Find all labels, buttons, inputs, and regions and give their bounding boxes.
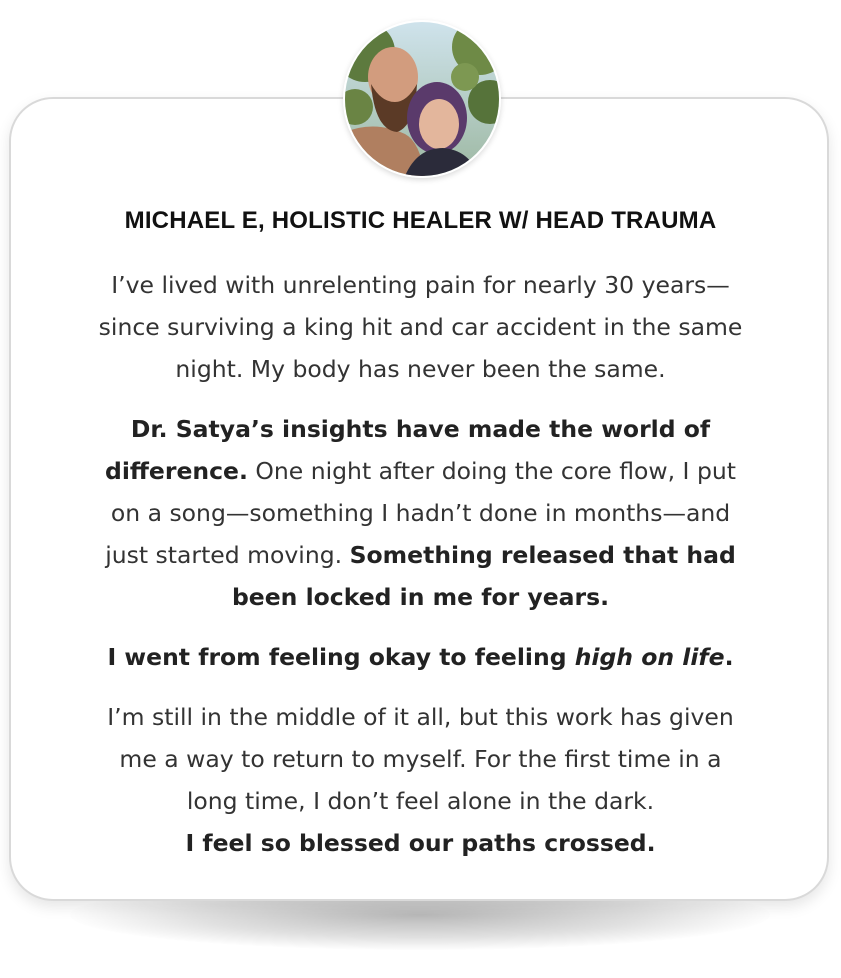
- text-line: I’m still in the middle of it all, but this work has given: [107, 703, 734, 731]
- avatar: [343, 20, 501, 178]
- testimonial-paragraph-3: [60, 636, 781, 678]
- bold-text-part: I went from feeling okay to feeling: [107, 643, 575, 671]
- text-line: just started moving.: [105, 541, 350, 569]
- bold-text: been locked in me for years.: [231, 583, 609, 611]
- testimonial-paragraph-4: [60, 696, 781, 864]
- testimonial-paragraph-2: [60, 408, 781, 618]
- text-line: me a way to return to myself. For the first time in a: [119, 745, 722, 773]
- bold-text: Dr. Satya’s insights have made the world of: [130, 415, 711, 443]
- text-line: since surviving a king hit and car accident in the same: [98, 313, 743, 341]
- testimonial-paragraph-1: [60, 264, 781, 390]
- bold-text: [108, 643, 734, 671]
- text-line: night. My body has never been the same.: [175, 355, 666, 383]
- bold-text: Something released that had: [349, 541, 736, 569]
- text-line: on a song—something I hadn’t done in months—and: [110, 499, 731, 527]
- bold-text: difference.: [105, 457, 248, 485]
- text-line: One night after doing the core flow, I put: [247, 457, 736, 485]
- text-line: long time, I don’t feel alone in the dark.: [186, 787, 655, 815]
- bold-text: I feel so blessed our paths crossed.: [185, 829, 656, 857]
- italic-text: high on life: [574, 643, 725, 671]
- text-line: I’ve lived with unrelenting pain for nearly 30 years—: [111, 271, 730, 299]
- reviewer-name: MICHAEL E, HOLISTIC HEALER W/ HEAD TRAUMA: [124, 207, 717, 234]
- punctuation: .: [724, 643, 734, 671]
